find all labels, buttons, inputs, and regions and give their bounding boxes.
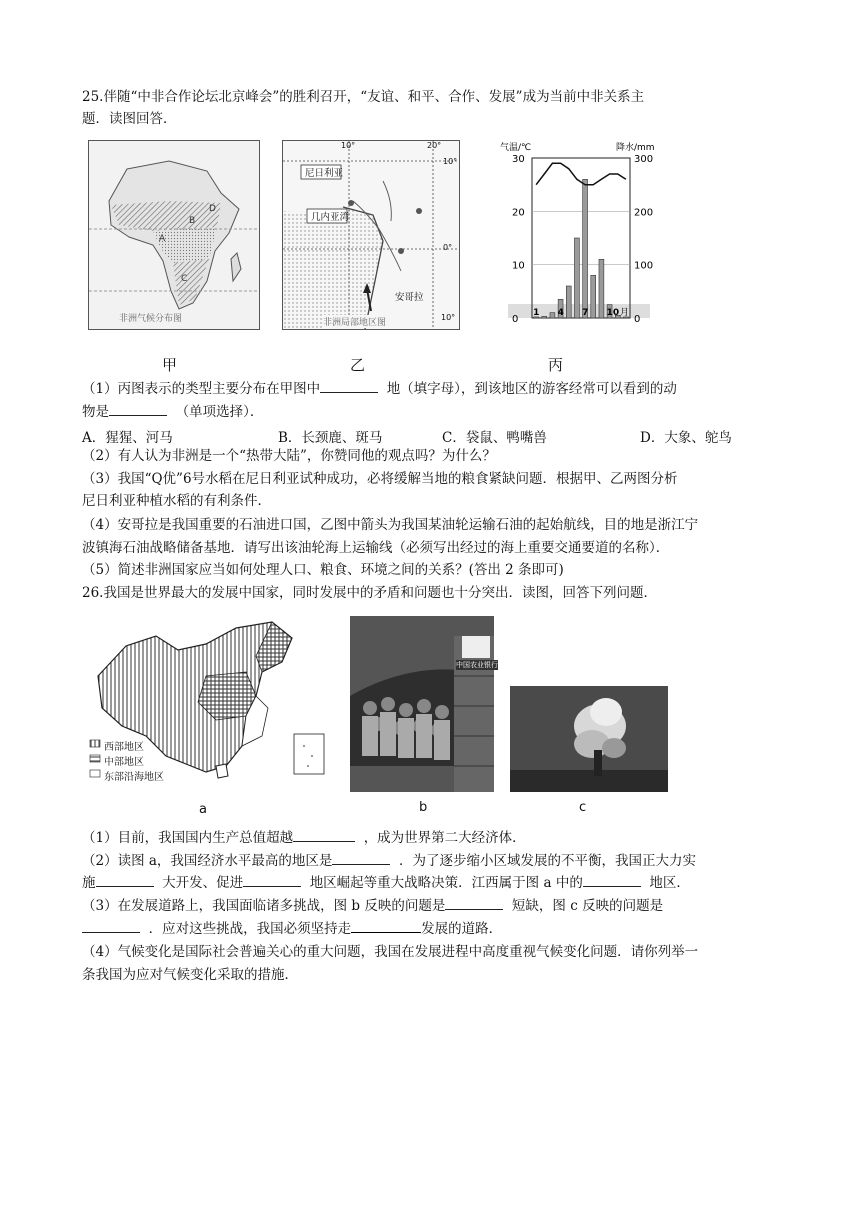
q25-option-c[interactable]: C．袋鼠、鸭嘴兽 <box>442 430 547 446</box>
month-tick-label: 7 <box>582 308 589 318</box>
caption-bing: 丙 <box>548 356 564 374</box>
q25-q1-line1 <box>82 380 677 398</box>
q25-option-d[interactable]: D．大象、鸵鸟 <box>640 430 732 446</box>
label-angola: 安哥拉 <box>395 292 424 303</box>
q26-q2-text-f: 地区． <box>649 875 690 891</box>
q25-q1-text-b: 地（填字母），到该地区的游客经常可以看到的动 <box>386 381 677 397</box>
bank-sign: 中国农业银行 <box>456 661 498 669</box>
temp-tick-label: 10 <box>512 260 525 272</box>
legend-central: 中部地区 <box>104 753 144 768</box>
q26-q1-text-a: （1）目前，我国国内生产总值超越 <box>82 830 294 846</box>
precip-bar <box>550 313 555 318</box>
month-unit-label: 月 <box>620 308 630 318</box>
q25-q1-blank-animal[interactable] <box>109 403 167 416</box>
month-tick-label: 1 <box>533 308 540 318</box>
svg-text:C: C <box>181 274 188 284</box>
q26-q1 <box>82 829 526 847</box>
q26-q3-text-d: 发展的道路． <box>421 921 503 937</box>
q26-intro: 26.我国是世界最大的发展中国家，同时发展中的矛盾和问题也十分突出．读图，回答下列问题． <box>82 585 657 601</box>
label-lon-20: 20° <box>427 141 442 150</box>
month-tick-label: 4 <box>557 308 564 318</box>
q25-intro-line1: 25.伴随“中非合作论坛北京峰会”的胜利召开，“友谊、和平、合作、发展”成为当前中非关系主 <box>82 89 645 105</box>
caption-yi: 乙 <box>350 356 366 374</box>
africa-regional-map <box>282 140 460 330</box>
precip-bar <box>542 316 547 318</box>
q25-q4-line2: 波镇海石油战略储备基地．请写出该油轮海上运输线（必须写出经过的海上重要交通要道的名称）． <box>82 540 670 556</box>
q25-q2: （2）有人认为非洲是一个“热带大陆”，你赞同他的观点吗？为什么？ <box>82 448 496 464</box>
q26-q2-blank-highest[interactable] <box>332 852 390 865</box>
q26-q2-line2 <box>82 874 690 892</box>
legend-east: 东部沿海地区 <box>104 768 164 783</box>
label-nigeria: 尼日利亚 <box>305 168 344 179</box>
q26-q3-line1 <box>82 897 663 915</box>
q25-q1-text-a: （1）丙图表示的类型主要分布在甲图中 <box>82 381 321 397</box>
photo-smoke-pollution <box>510 686 668 792</box>
q26-q3-text-b: 短缺，图 c 反映的问题是 <box>511 898 664 914</box>
svg-text:B: B <box>189 216 196 226</box>
precip-axis-label: 降水/mm <box>616 143 655 153</box>
temp-tick-label: 30 <box>512 154 525 165</box>
month-tick-label: 10 <box>606 308 620 318</box>
caption-c: c <box>579 800 587 815</box>
climate-chart-svg <box>498 138 668 338</box>
precip-tick-label: 200 <box>634 207 654 219</box>
label-lon-10: 10° <box>341 141 356 150</box>
caption-b: b <box>419 800 428 815</box>
q25-q1-line2 <box>82 403 263 421</box>
caption-jia: 甲 <box>162 356 178 374</box>
q26-q2-blank-rise[interactable] <box>243 874 301 887</box>
q25-q1-text-c: 物是 <box>82 404 109 420</box>
label-lat-0: 0° <box>443 243 453 252</box>
q26-q2-text-a: （2）读图 a，我国经济水平最高的地区是 <box>82 853 333 869</box>
q26-q4-line2: 条我国为应对气候变化采取的措施． <box>82 967 298 983</box>
africa-climate-map <box>88 140 260 330</box>
q26-q2-text-e: 地区崛起等重大战略决策．江西属于图 a 中的 <box>309 875 583 891</box>
temp-tick-label: 0 <box>512 314 519 325</box>
precip-bar <box>583 179 588 318</box>
q25-option-b[interactable]: B．长颈鹿、斑马 <box>278 430 383 446</box>
label-lat-10s: 10° <box>441 313 456 322</box>
q26-q3-text-c: ．应对这些挑战，我国必须坚持走 <box>148 921 352 937</box>
q25-q5: （5）简述非洲国家应当如何处理人口、粮食、环境之间的关系？(答出 2 条即可) <box>82 562 564 578</box>
label-gulf-of-guinea: 几内亚湾 <box>311 212 350 223</box>
q25-option-a[interactable]: A．猩猩、河马 <box>82 430 173 446</box>
q26-q2-blank-jiangxi[interactable] <box>583 874 641 887</box>
q25-q1-text-d: （单项选择）． <box>175 404 264 420</box>
q26-q2-blank-develop[interactable] <box>96 874 154 887</box>
precip-bar <box>574 238 579 318</box>
svg-text:A: A <box>159 234 166 244</box>
q26-q3-blank-b[interactable] <box>445 897 503 910</box>
q26-q3-text-a: （3）在发展道路上，我国面临诸多挑战，图 b 反映的问题是 <box>82 898 446 914</box>
q26-q1-blank[interactable] <box>293 829 355 842</box>
q26-q3-line2 <box>82 920 502 938</box>
q26-q1-text-b: ，成为世界第二大经济体． <box>363 830 526 846</box>
q26-q2-text-b: ．为了逐步缩小区域发展的不平衡，我国正大力实 <box>399 853 697 869</box>
photo-crowd-bank <box>350 616 498 792</box>
precip-bar <box>599 259 604 318</box>
precip-bar <box>566 286 571 318</box>
temp-tick-label: 20 <box>512 207 525 219</box>
china-regions-map <box>86 616 326 792</box>
q26-q4-line1: （4）气候变化是国际社会普遍关心的重大问题，我国在发展进程中高度重视气候变化问题．请你列举一 <box>82 944 699 960</box>
precip-bar <box>591 275 596 318</box>
label-lat-10n: 10° <box>443 157 458 166</box>
precip-tick-label: 100 <box>634 260 654 272</box>
q25-q3-line2: 尼日利亚种植水稻的有利条件． <box>82 493 271 509</box>
fig-yi-title: 非洲局部地区图 <box>323 315 386 328</box>
caption-a: a <box>199 802 207 817</box>
q25-q3-line1: （3）我国“Q优”6号水稻在尼日利亚试种成功，必将缓解当地的粮食紧缺问题．根据甲、乙两图分析 <box>82 471 678 487</box>
q26-q3-blank-c[interactable] <box>82 920 140 933</box>
q26-q2-text-d: 大开发、促进 <box>162 875 244 891</box>
temp-axis-label: 气温/℃ <box>500 143 532 153</box>
legend-west: 西部地区 <box>104 738 144 753</box>
q25-intro-line2: 题．读图回答． <box>82 111 177 127</box>
q25-q4-line1: （4）安哥拉是我国重要的石油进口国，乙图中箭头为我国某油轮运输石油的起始航线，目的地是浙江宁 <box>82 517 699 533</box>
climate-chart <box>498 138 668 338</box>
q25-q1-blank-region[interactable] <box>320 380 378 393</box>
precip-tick-label: 300 <box>634 154 654 165</box>
svg-text:D: D <box>209 204 216 214</box>
precip-tick-label: 0 <box>634 314 641 325</box>
temp-line <box>536 163 626 184</box>
fig-jia-title: 非洲气候分布图 <box>119 314 183 324</box>
q26-q3-blank-path[interactable] <box>351 920 421 933</box>
q26-q2-text-c: 施 <box>82 875 96 891</box>
q26-q2-line1 <box>82 852 696 870</box>
